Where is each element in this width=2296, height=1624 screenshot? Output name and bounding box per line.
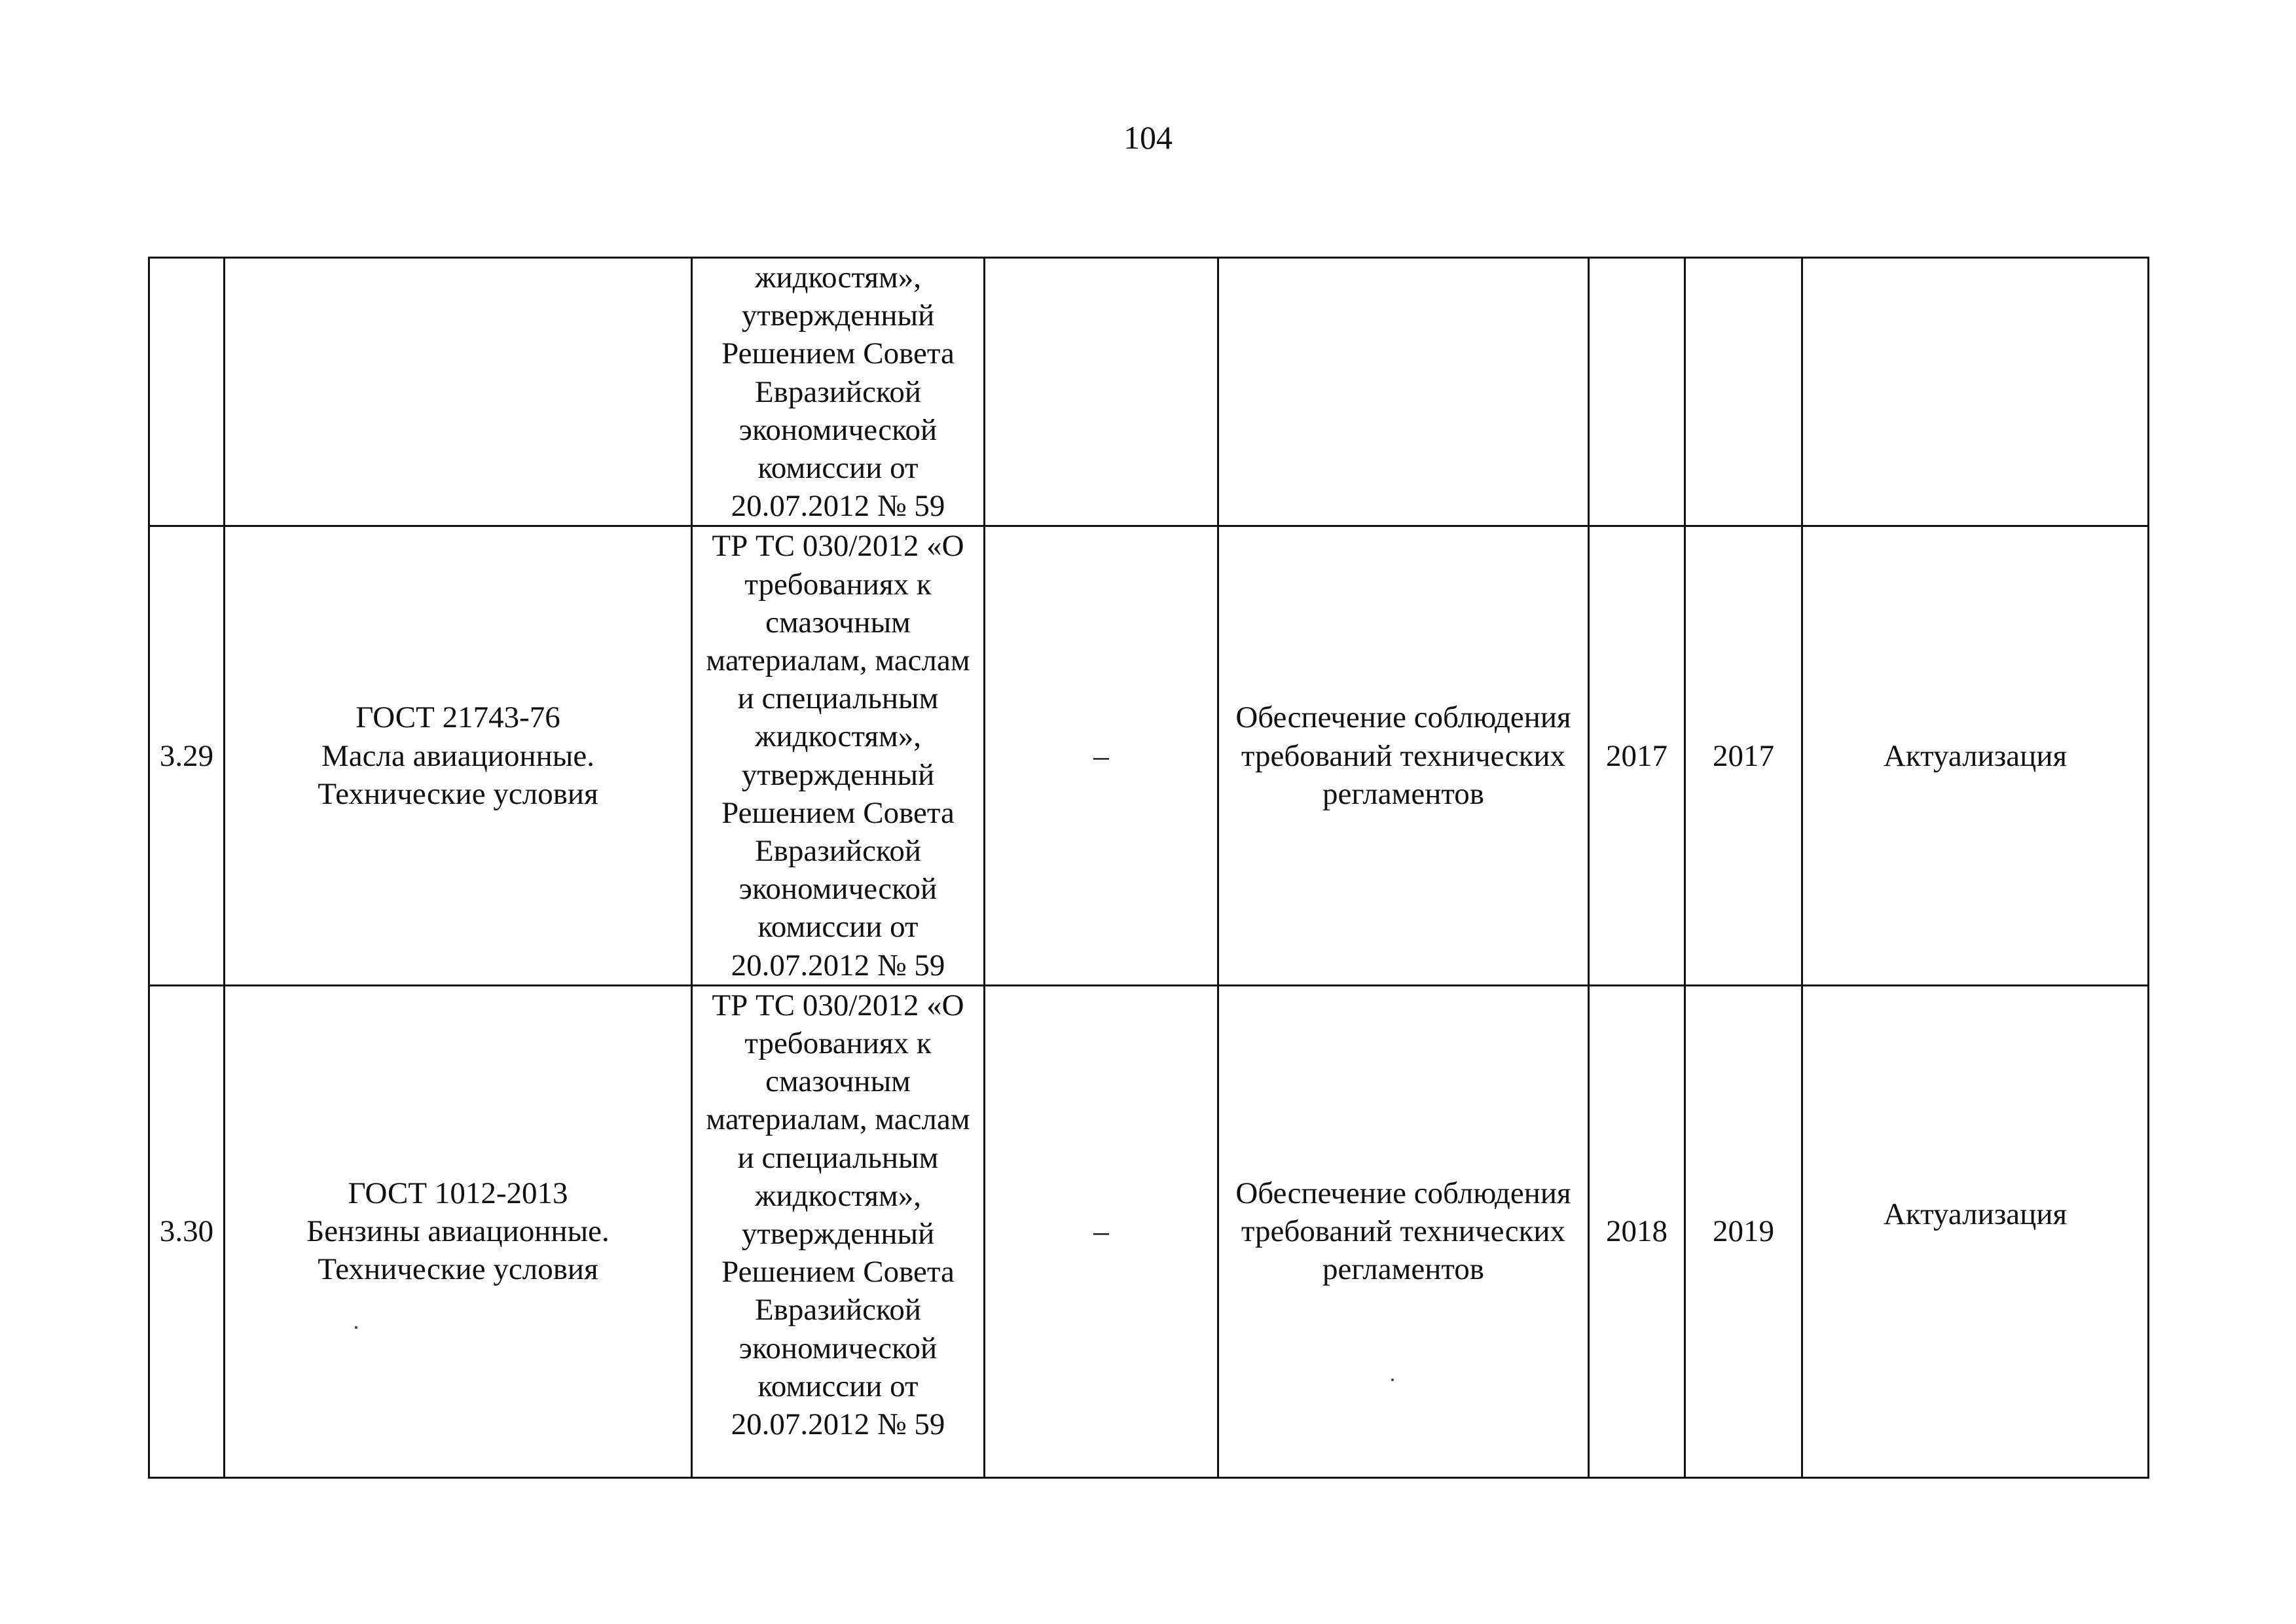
regulation-cell [692, 526, 985, 985]
regulation-cell [692, 258, 985, 526]
regulation-line: 20.07.2012 № 59 [731, 1407, 945, 1442]
regulation-line: утвержденный [741, 1217, 935, 1252]
standard-cell [225, 985, 692, 1477]
purpose-line: Обеспечение соблюдения [1235, 700, 1571, 735]
purpose-cell [1218, 526, 1589, 985]
standard-cell [225, 258, 692, 526]
regulation-line: ТР ТС 030/2012 «О [712, 988, 964, 1022]
scan-speck [355, 1326, 357, 1329]
regulation-line: комиссии от [757, 1369, 919, 1403]
status-text: Актуализация [1883, 1197, 2068, 1232]
regulation-line: и специальным [737, 681, 939, 716]
row-number-cell: 3.30 [149, 985, 225, 1477]
regulation-line: комиссии от [757, 451, 919, 486]
standard-line: Бензины авиационные. [306, 1214, 610, 1249]
table-row [149, 526, 2149, 985]
purpose-line: требований технических [1241, 738, 1566, 773]
page-number: 104 [1123, 119, 1173, 156]
regulation-line: материалам, маслам [706, 643, 970, 678]
standards-table [148, 257, 2149, 1479]
regulation-line: требованиях к [744, 567, 932, 602]
dash-cell: – [985, 985, 1218, 1477]
status-cell: Актуализация [1802, 526, 2149, 985]
year-end-cell [1685, 258, 1802, 526]
table-row [149, 985, 2149, 1477]
regulation-line: Решением Совета [721, 336, 955, 371]
standard-line: ГОСТ 21743-76 [355, 700, 560, 735]
regulation-line: утвержденный [741, 298, 935, 333]
regulation-line: материалам, маслам [706, 1102, 970, 1137]
regulation-line: комиссии от [757, 910, 919, 945]
regulation-line: и специальным [737, 1140, 939, 1175]
regulation-line: утвержденный [741, 757, 935, 792]
status-cell [1802, 258, 2149, 526]
regulation-line: 20.07.2012 № 59 [731, 948, 945, 983]
year-start-cell: 2018 [1589, 985, 1685, 1477]
year-end-cell: 2019 [1685, 985, 1802, 1477]
scan-speck [1391, 1379, 1394, 1381]
regulation-line: смазочным [765, 1064, 911, 1099]
regulation-line: жидкостям», [754, 1178, 922, 1213]
regulation-line: экономической [738, 1331, 938, 1365]
dash-cell: – [985, 526, 1218, 985]
regulation-line: жидкостям», [754, 261, 922, 295]
purpose-line: регламентов [1322, 1252, 1484, 1287]
regulation-line: Евразийской [754, 1293, 922, 1327]
regulation-line: жидкостям», [754, 719, 922, 754]
regulation-line: ТР ТС 030/2012 «О [712, 529, 964, 564]
standard-line: Технические условия [318, 776, 598, 811]
purpose-cell [1218, 985, 1589, 1477]
standard-line: ГОСТ 1012-2013 [348, 1176, 568, 1211]
row-number-cell [149, 258, 225, 526]
standard-cell [225, 526, 692, 985]
purpose-cell [1218, 258, 1589, 526]
year-end-cell: 2017 [1685, 526, 1802, 985]
purpose-line: требований технических [1241, 1214, 1566, 1249]
purpose-line: регламентов [1322, 776, 1484, 811]
regulation-line: 20.07.2012 № 59 [731, 489, 945, 524]
table-row [149, 258, 2149, 526]
regulation-line: Решением Совета [721, 795, 955, 830]
standard-line: Масла авиационные. [321, 738, 594, 773]
year-start-cell: 2017 [1589, 526, 1685, 985]
status-cell [1802, 985, 2149, 1477]
regulation-line: Евразийской [754, 834, 922, 869]
regulation-line: экономической [738, 412, 938, 447]
purpose-line: Обеспечение соблюдения [1235, 1176, 1571, 1211]
regulation-cell [692, 985, 985, 1477]
regulation-line: Решением Совета [721, 1255, 955, 1290]
year-start-cell [1589, 258, 1685, 526]
standard-line: Технические условия [318, 1252, 598, 1287]
regulation-line: Евразийской [754, 374, 922, 409]
regulation-line: экономической [738, 872, 938, 907]
dash-cell [985, 258, 1218, 526]
row-number-cell: 3.29 [149, 526, 225, 985]
regulation-line: требованиях к [744, 1026, 932, 1061]
regulation-line: смазочным [765, 605, 911, 640]
